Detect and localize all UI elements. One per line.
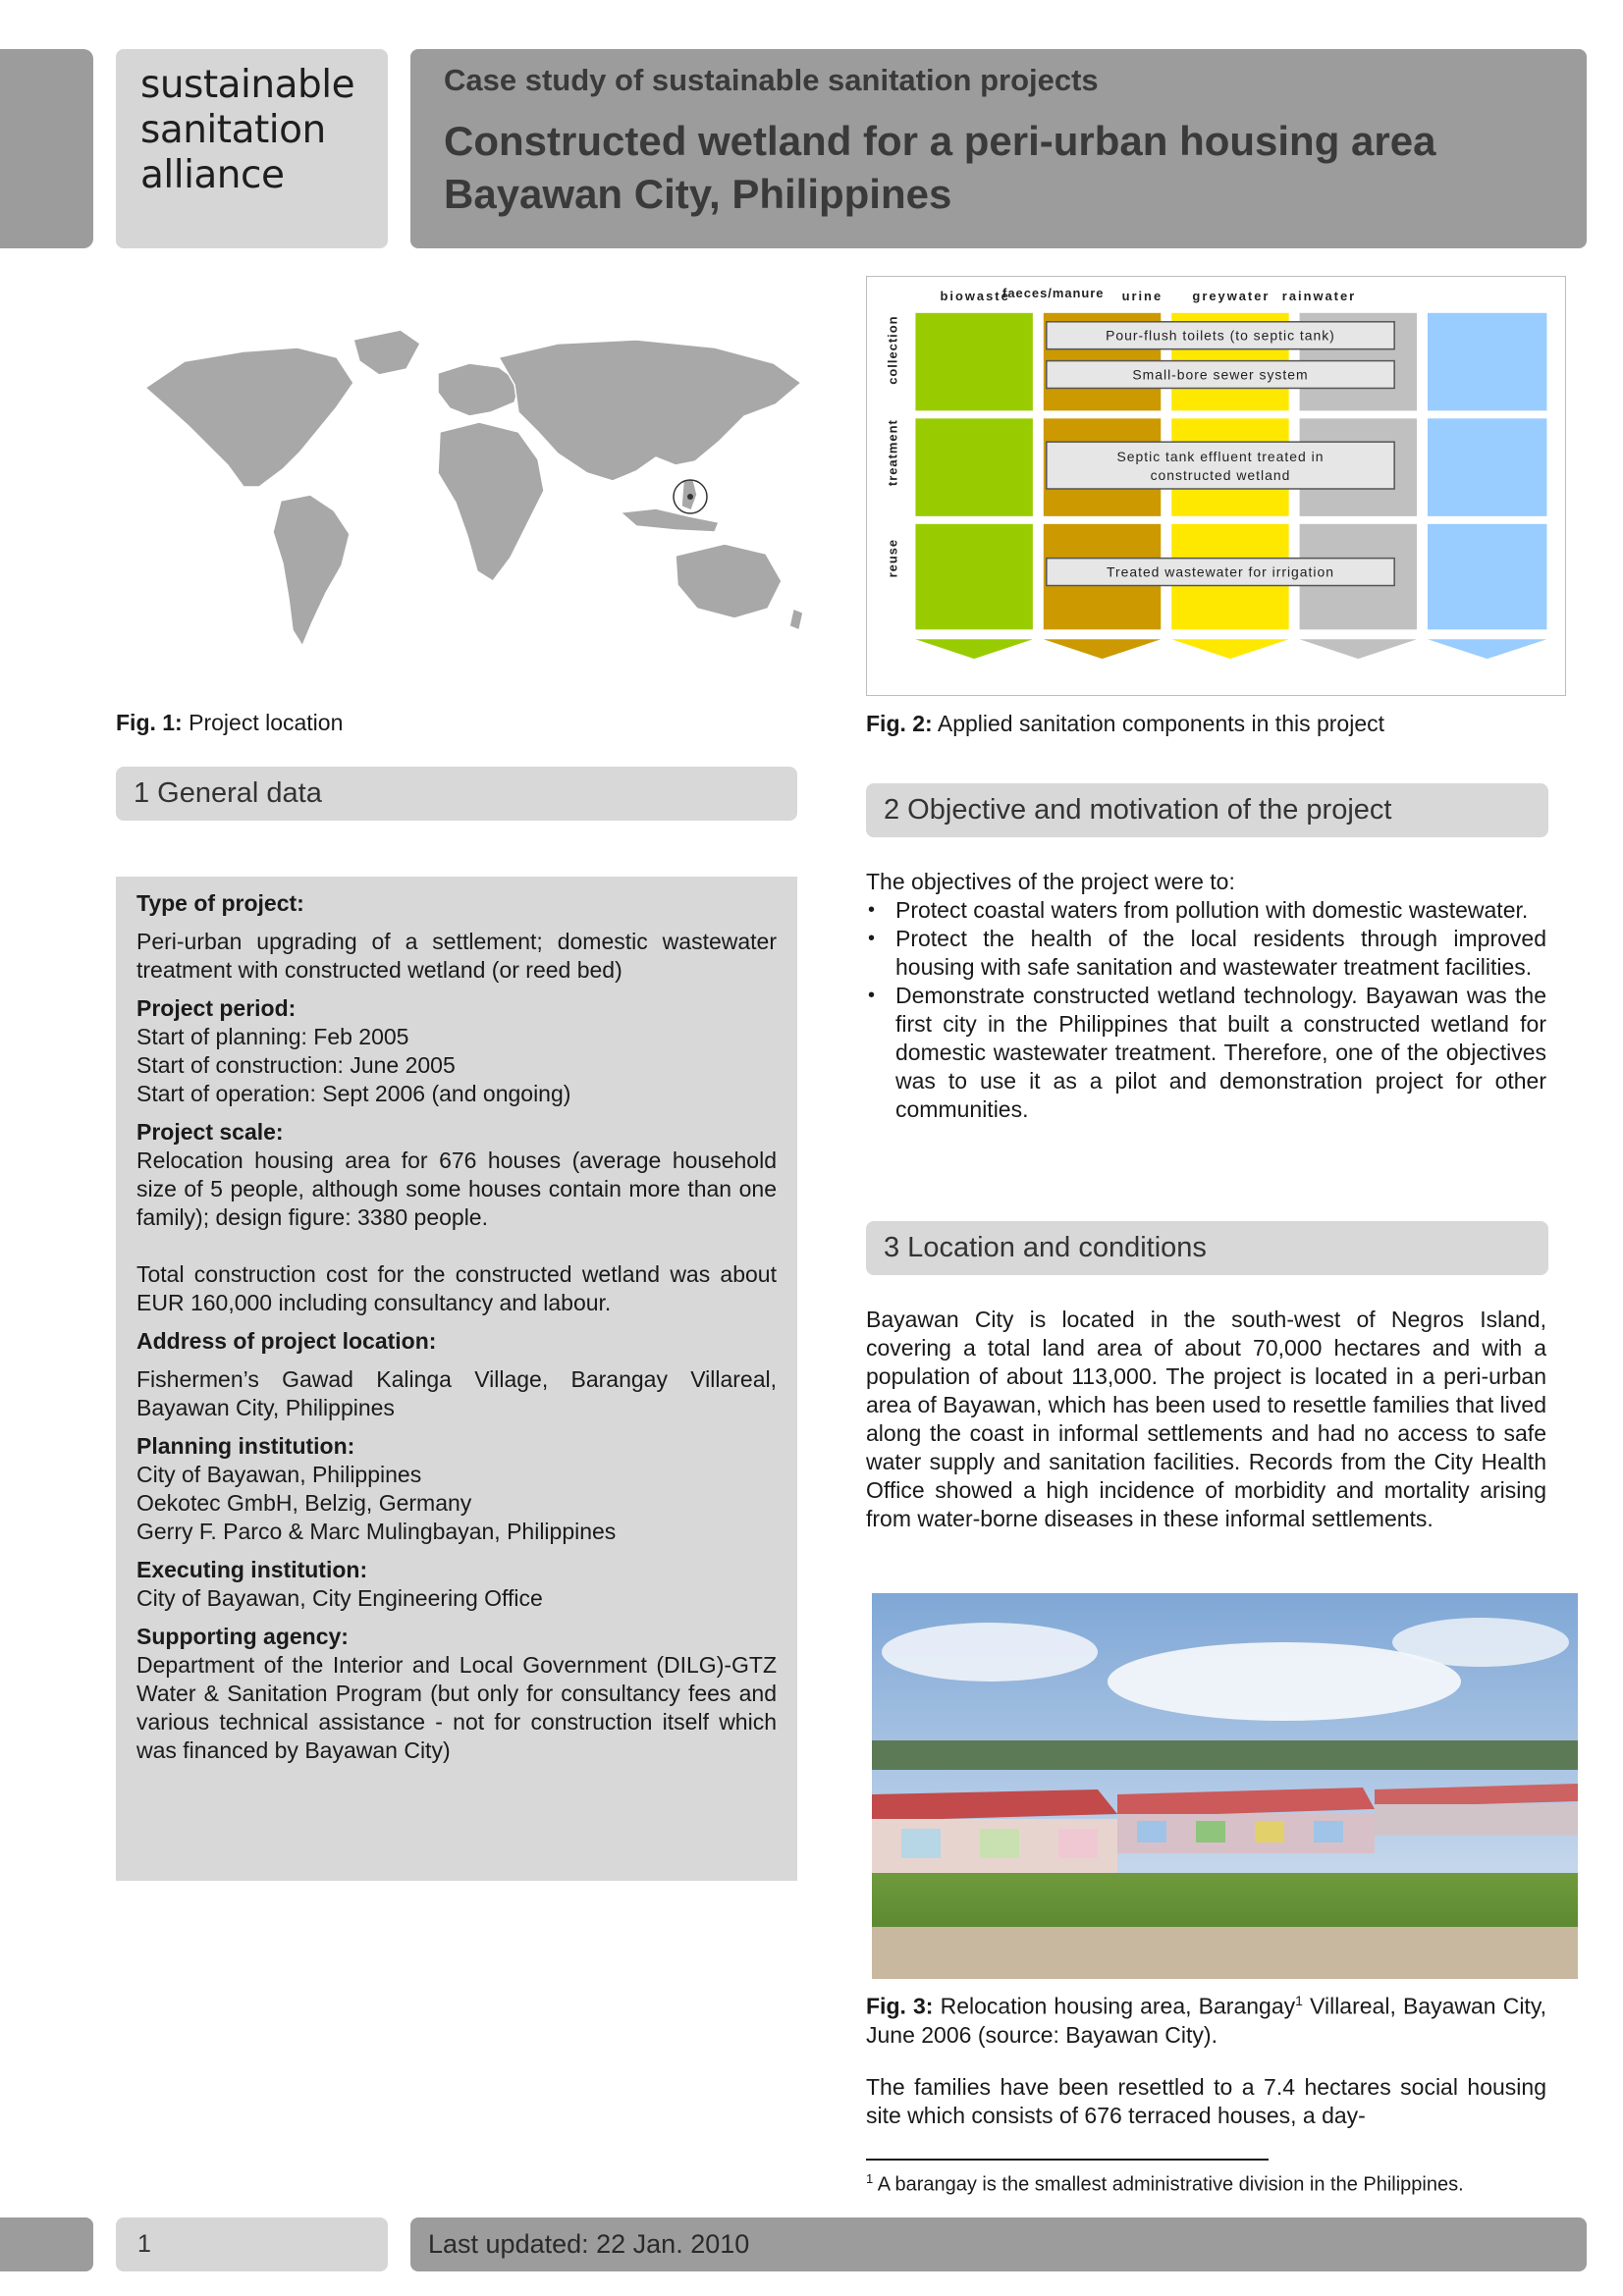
col-header-faeces: faeces/manure [1002, 285, 1105, 300]
planning-line: Oekotec GmbH, Belzig, Germany [136, 1490, 472, 1516]
alliance-logo [140, 63, 354, 198]
objective-item: • Protect coastal waters from pollution with domestic wastewater. [866, 896, 1546, 925]
logo-line: sustainable [140, 63, 355, 107]
box-irrigation [1047, 559, 1394, 586]
scale-text: Relocation housing area for 676 houses (average household size of 5 people, although some houses contain more than one family); design figure: 3380 people. [136, 1148, 777, 1230]
box-sewer-label: Small-bore sewer system [1132, 366, 1309, 383]
document-kicker: Case study of sustainable sanitation projects [444, 63, 1099, 97]
fig3-text-b: Villareal, Bayawan City, June 2006 (source: Bayawan City). [866, 1993, 1547, 2048]
cost-text: Total construction cost for the constructed wetland was about EUR 160,000 including consultancy and labour. [136, 1261, 777, 1315]
type-heading: Type of project: [136, 890, 304, 916]
executing-text: City of Bayawan, City Engineering Office [136, 1585, 543, 1611]
box-wetland [1047, 442, 1394, 489]
column-biowaste [915, 313, 1032, 659]
fig1-text: Project location [189, 710, 344, 735]
logo-line: sanitation [140, 108, 326, 152]
objectives-intro: The objectives of the project were to: [866, 869, 1235, 894]
logo-line: alliance [140, 153, 285, 197]
footer-left-bar [0, 2217, 93, 2271]
box-wetland-label-2: constructed wetland [1150, 467, 1291, 484]
address-text: Fishermen’s Gawad Kalinga Village, Barangay Villareal, Bayawan City, Philippines [136, 1366, 777, 1420]
africa-shape [438, 422, 544, 581]
col-header-urine: urine [1121, 288, 1163, 303]
col-header-greywater: greywater [1192, 288, 1271, 303]
planning-heading: Planning institution: [136, 1433, 355, 1459]
housing-area-photo [872, 1593, 1578, 1979]
box-wetland-label-1: Septic tank effluent treated in [1116, 449, 1325, 465]
continuation-text: The families have been resettled to a 7.4 hectares social housing site which consists of 676 terraced houses, a day- [866, 2074, 1546, 2128]
period-heading: Project period: [136, 995, 297, 1021]
col-header-rainwater: rainwater [1281, 288, 1357, 303]
row-label-treatment: treatment [885, 419, 900, 487]
section-3-heading: 3 Location and conditions [866, 1221, 1548, 1275]
title-line-1: Constructed wetland for a peri-urban housing area [444, 118, 1436, 164]
footnote [866, 2171, 1464, 2197]
fig3-footnote-mark: 1 [1295, 1993, 1303, 2008]
footnote-rule [866, 2159, 1269, 2161]
sanitation-components-matrix [866, 276, 1566, 696]
fig3-caption [866, 1987, 1546, 2050]
asia-shape [499, 340, 801, 481]
objective-item: • Protect the health of the local residents through improved housing with safe sanitation and wastewater treatment facilities. [866, 925, 1546, 982]
objective-item: • Demonstrate constructed wetland technology. Bayawan was the first city in the Philippines that built a constructed wetland for domestic wastewater treatment. Therefore, one of the objectives was to use it as a pilot and demonstration project for other communities. [866, 982, 1546, 1124]
box-pour-flush-label: Pour-flush toilets (to septic tank) [1106, 327, 1335, 344]
fig2-label: Fig. 2: [866, 711, 933, 736]
objectives-list [866, 896, 1546, 1124]
executing-heading: Executing institution: [136, 1557, 368, 1582]
box-irrigation-label: Treated wastewater for irrigation [1106, 563, 1334, 580]
planning-line: Gerry F. Parco & Marc Mulingbayan, Philippines [136, 1519, 617, 1544]
fig2-text: Applied sanitation components in this project [937, 711, 1385, 736]
col-header-biowaste: biowaste [940, 288, 1010, 303]
type-text: Peri-urban upgrading of a settlement; domestic wastewater treatment with constructed wetland (or reed bed) [136, 929, 777, 983]
row-label-reuse: reuse [885, 538, 900, 578]
column-rainwater [1428, 313, 1546, 659]
supporting-text: Department of the Interior and Local Government (DILG)-GTZ Water & Sanitation Program (but only for consultancy fees and various technical assistance - not for construction itself which was financed by Bayawan City) [136, 1652, 777, 1763]
footnote-text: A barangay is the smallest administrative division in the Philippines. [873, 2173, 1464, 2196]
box-pour-flush [1047, 322, 1394, 349]
planning-line: City of Bayawan, Philippines [136, 1462, 422, 1487]
supporting-heading: Supporting agency: [136, 1624, 349, 1649]
document-title [444, 115, 1435, 221]
fig3-text-a: Relocation housing area, Barangay [940, 1993, 1296, 2019]
scale-heading: Project scale: [136, 1119, 284, 1145]
location-text: Bayawan City is located in the south-west of Negros Island, covering a total land area of about 70,000 hectares and with a population of about 113,000. The project is located in a peri-urban area of Bayawan, which has been used to resettle families that lived along the coast in informal settlements and had no access to safe water supply and sanitation facilities. Records from the City Health Office showed a high incidence of morbidity and mortality arising from water-borne diseases in these informal settlements. [866, 1307, 1546, 1531]
fig1-label: Fig. 1: [116, 710, 183, 735]
north-america-shape [145, 347, 353, 487]
header-left-bar [0, 49, 93, 248]
box-sewer [1047, 361, 1394, 389]
australia-shape [676, 544, 782, 618]
fig2-caption [866, 711, 1384, 737]
page-number: 1 [116, 2217, 388, 2271]
address-heading: Address of project location: [136, 1328, 437, 1354]
indonesia-shape [621, 508, 719, 532]
section-1-heading: 1 General data [116, 767, 797, 821]
south-america-shape [273, 495, 350, 646]
period-line: Start of construction: June 2005 [136, 1052, 456, 1078]
row-label-collection: collection [885, 315, 900, 385]
objectives-block [866, 868, 1546, 1124]
footnote-mark: 1 [866, 2171, 874, 2186]
new-zealand-shape [789, 609, 803, 630]
greenland-shape [353, 330, 420, 375]
period-line: Start of planning: Feb 2005 [136, 1024, 409, 1049]
world-map [126, 314, 813, 667]
general-data-content [136, 889, 777, 1765]
title-line-2: Bayawan City, Philippines [444, 171, 952, 217]
period-line: Start of operation: Sept 2006 (and ongoing) [136, 1081, 571, 1106]
fig1-caption [116, 710, 343, 736]
last-updated: Last updated: 22 Jan. 2010 [410, 2217, 1587, 2271]
fig3-label: Fig. 3: [866, 1993, 934, 2019]
section-2-heading: 2 Objective and motivation of the project [866, 783, 1548, 837]
